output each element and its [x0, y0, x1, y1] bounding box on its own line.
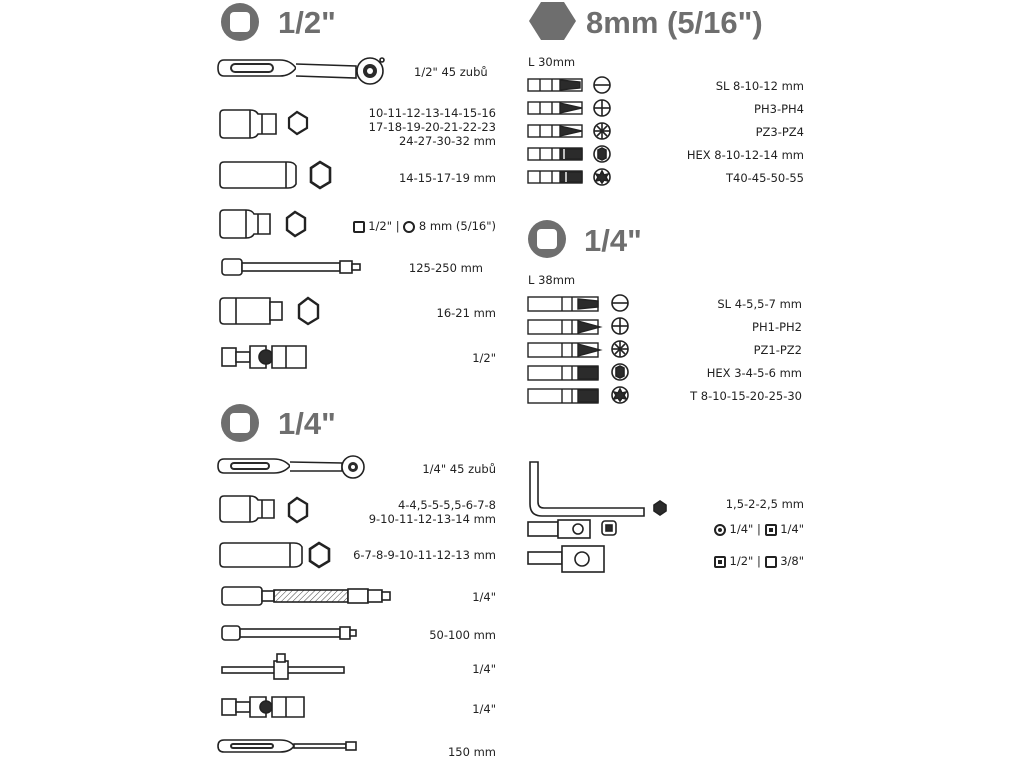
- adapter1-part-b: 1/4": [780, 522, 804, 536]
- pozidriv-icon: [612, 341, 628, 357]
- dot-square-icon: [714, 556, 726, 568]
- screwdriver-handle-icon: [218, 740, 356, 752]
- hex-socket-icon: [612, 364, 628, 380]
- slotted-icon: [594, 77, 610, 93]
- label-ujoint-half: 1/2": [472, 351, 496, 365]
- hex-key-icon: [530, 462, 666, 516]
- label-line: 17-18-19-20-21-22-23: [368, 120, 496, 134]
- phillips-icon: [594, 100, 610, 116]
- adapter2-part-a: 1/2": [729, 554, 754, 568]
- spark-socket-half-icon: [220, 298, 318, 324]
- length-8mm: L 30mm: [528, 55, 576, 69]
- bit-label-torx-quarter: T 8-10-15-20-25-30: [690, 389, 802, 403]
- label-t-handle: 1/4": [472, 662, 496, 676]
- bit-label-ph-8mm: PH3-PH4: [754, 102, 804, 116]
- torx-icon: [612, 387, 628, 403]
- label-flex-extension: 1/4": [472, 590, 496, 604]
- bit-label-pz-8mm: PZ3-PZ4: [755, 125, 804, 139]
- bit-label-sl-quarter: SL 4-5,5-7 mm: [717, 297, 802, 311]
- square-drive-badge-quarter-icon: [221, 404, 259, 442]
- bit-adapter-icon: [528, 520, 616, 538]
- adapter1-part-a: 1/4": [729, 522, 754, 536]
- label-ratchet-quarter: 1/4" 45 zubů: [422, 462, 496, 476]
- label-spark-socket-half: 16-21 mm: [436, 306, 496, 320]
- label-ujoint-quarter: 1/4": [472, 702, 496, 716]
- small-hex-icon: [403, 221, 415, 233]
- adapter2-part-b: 3/8": [780, 554, 804, 568]
- adapter-part-a: 1/2": [368, 219, 393, 233]
- bit-label-ph-quarter: PH1-PH2: [752, 320, 802, 334]
- extension-half-icon: [222, 259, 360, 275]
- socket-half-icon: [220, 110, 307, 138]
- extension-quarter-icon: [222, 626, 356, 640]
- square-drive-badge-bits-icon: [528, 220, 566, 258]
- separator: |: [757, 554, 761, 568]
- separator: |: [395, 219, 400, 233]
- pozidriv-icon: [594, 123, 610, 139]
- bit-label-sl-8mm: SL 8-10-12 mm: [715, 79, 804, 93]
- square-drive-badge-half-icon: [221, 3, 259, 41]
- ratchet-half-icon: [218, 58, 384, 84]
- label-socket-adapter-half: [353, 219, 496, 233]
- label-deep-socket-quarter: 6-7-8-9-10-11-12-13 mm: [353, 548, 496, 562]
- hex-badge-icon: [529, 2, 576, 40]
- socket-adapter-half-icon: [220, 210, 305, 238]
- bit-label-hex-8mm: HEX 8-10-12-14 mm: [686, 148, 804, 162]
- label-line: 4-4,5-5-5,5-6-7-8: [397, 498, 496, 512]
- torx-icon: [594, 169, 610, 185]
- reducer-adapter-icon: [528, 546, 604, 572]
- label-line: 10-11-12-13-14-15-16: [368, 106, 496, 120]
- dot-square-icon: [765, 524, 777, 536]
- t-handle-icon: [222, 654, 344, 679]
- bit-profile-icons-8mm: [594, 77, 610, 185]
- label-extension-half: 125-250 mm: [408, 261, 483, 275]
- label-reducer-adapter: [714, 554, 804, 568]
- label-bit-adapter: [714, 522, 804, 536]
- label-socket-sizes-half: [369, 106, 496, 148]
- small-square-icon: [353, 221, 365, 233]
- label-extension-quarter: 50-100 mm: [429, 628, 496, 642]
- universal-joint-quarter-icon: [222, 697, 304, 717]
- adapter-part-b: 8 mm (5/16"): [418, 219, 496, 233]
- slotted-icon: [612, 295, 628, 311]
- length-quarter: L 38mm: [528, 273, 576, 287]
- ratchet-quarter-icon: [218, 456, 364, 478]
- label-socket-sizes-quarter: [369, 498, 496, 526]
- universal-joint-half-icon: [222, 346, 306, 368]
- heading-8mm: [586, 7, 763, 38]
- bits-quarter-drawings: [528, 297, 600, 403]
- label-ratchet-half: 1/2" 45 zubů: [414, 65, 488, 79]
- heading-8mm-number: 8: [586, 5, 604, 40]
- heading-quarter-drive: 1/4": [278, 406, 336, 441]
- bit-profile-icons-quarter: [612, 295, 628, 403]
- bit-label-torx-8mm: T40-45-50-55: [725, 171, 804, 185]
- label-screwdriver-handle: 150 mm: [447, 745, 496, 759]
- separator: |: [757, 522, 761, 536]
- phillips-icon: [612, 318, 628, 334]
- flexible-extension-icon: [222, 587, 390, 605]
- deep-socket-quarter-icon: [220, 543, 329, 567]
- label-line: 9-10-11-12-13-14 mm: [368, 512, 496, 526]
- label-deep-socket-half: 14-15-17-19 mm: [398, 171, 496, 185]
- heading-half-drive: 1/2": [278, 5, 336, 40]
- label-hex-keys: 1,5-2-2,5 mm: [725, 497, 804, 511]
- heading-8mm-unit: mm (5/16"): [603, 5, 763, 40]
- dot-circle-icon: [714, 524, 726, 536]
- heading-bits-quarter: 1/4": [584, 223, 642, 258]
- square-outline-icon: [765, 556, 777, 568]
- label-line: 24-27-30-32 mm: [398, 134, 496, 148]
- bit-label-hex-quarter: HEX 3-4-5-6 mm: [706, 366, 802, 380]
- bit-label-pz-quarter: PZ1-PZ2: [753, 343, 802, 357]
- deep-socket-half-icon: [220, 162, 330, 188]
- hex-socket-icon: [594, 146, 610, 162]
- bits-8mm-drawings: [528, 79, 582, 183]
- socket-quarter-icon: [220, 496, 307, 522]
